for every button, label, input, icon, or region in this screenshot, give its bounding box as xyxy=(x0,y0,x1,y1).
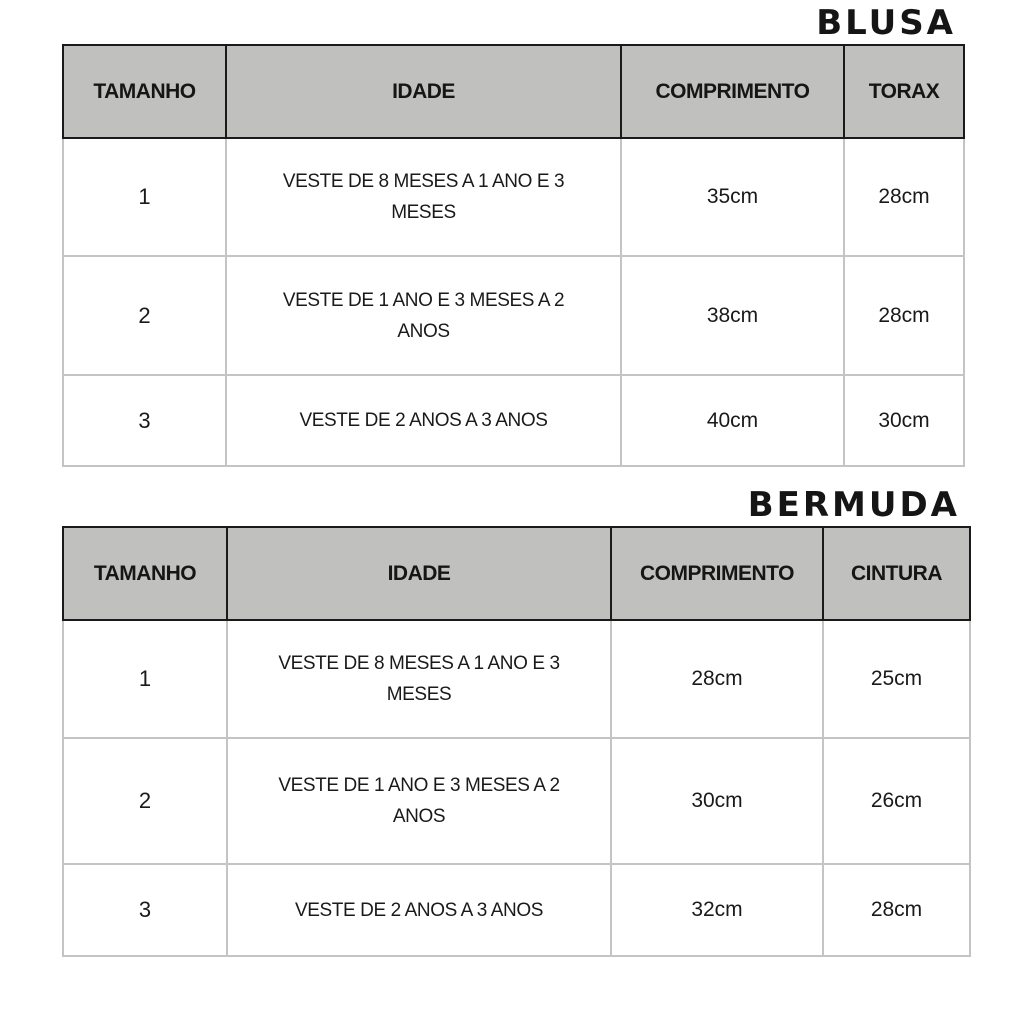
cell-size: 2 xyxy=(63,256,226,375)
table-row xyxy=(63,138,964,256)
cell-age: VESTE DE 2 ANOS A 3 ANOS xyxy=(226,375,621,466)
table-row xyxy=(63,620,970,738)
cell-size: 2 xyxy=(63,738,227,864)
title-blusa: BLUSA xyxy=(816,3,956,43)
cell-cintura: 26cm xyxy=(823,738,970,864)
cell-age: VESTE DE 8 MESES A 1 ANO E 3 MESES xyxy=(226,138,621,256)
header-comprimento: COMPRIMENTO xyxy=(621,45,844,138)
cell-size: 1 xyxy=(63,138,226,256)
cell-length: 35cm xyxy=(621,138,844,256)
table-row xyxy=(63,256,964,375)
cell-length: 32cm xyxy=(611,864,823,956)
header-torax: TORAX xyxy=(844,45,964,138)
cell-torax: 28cm xyxy=(844,138,964,256)
cell-length: 38cm xyxy=(621,256,844,375)
table-row xyxy=(63,375,964,466)
header-tamanho: TAMANHO xyxy=(63,527,227,620)
cell-cintura: 25cm xyxy=(823,620,970,738)
cell-age: VESTE DE 8 MESES A 1 ANO E 3 MESES xyxy=(227,620,611,738)
cell-torax: 30cm xyxy=(844,375,964,466)
header-idade: IDADE xyxy=(227,527,611,620)
cell-length: 28cm xyxy=(611,620,823,738)
cell-size: 3 xyxy=(63,864,227,956)
cell-torax: 28cm xyxy=(844,256,964,375)
cell-size: 1 xyxy=(63,620,227,738)
size-table-bermuda xyxy=(62,526,971,957)
title-bermuda: BERMUDA xyxy=(747,485,960,525)
header-comprimento: COMPRIMENTO xyxy=(611,527,823,620)
table-row xyxy=(63,738,970,864)
cell-age: VESTE DE 2 ANOS A 3 ANOS xyxy=(227,864,611,956)
cell-age: VESTE DE 1 ANO E 3 MESES A 2 ANOS xyxy=(227,738,611,864)
table-row xyxy=(63,864,970,956)
header-cintura: CINTURA xyxy=(823,527,970,620)
table-header-row xyxy=(63,527,970,620)
header-idade: IDADE xyxy=(226,45,621,138)
cell-length: 40cm xyxy=(621,375,844,466)
table-header-row xyxy=(63,45,964,138)
cell-cintura: 28cm xyxy=(823,864,970,956)
cell-age: VESTE DE 1 ANO E 3 MESES A 2 ANOS xyxy=(226,256,621,375)
size-table-blusa xyxy=(62,44,965,467)
cell-size: 3 xyxy=(63,375,226,466)
cell-length: 30cm xyxy=(611,738,823,864)
header-tamanho: TAMANHO xyxy=(63,45,226,138)
